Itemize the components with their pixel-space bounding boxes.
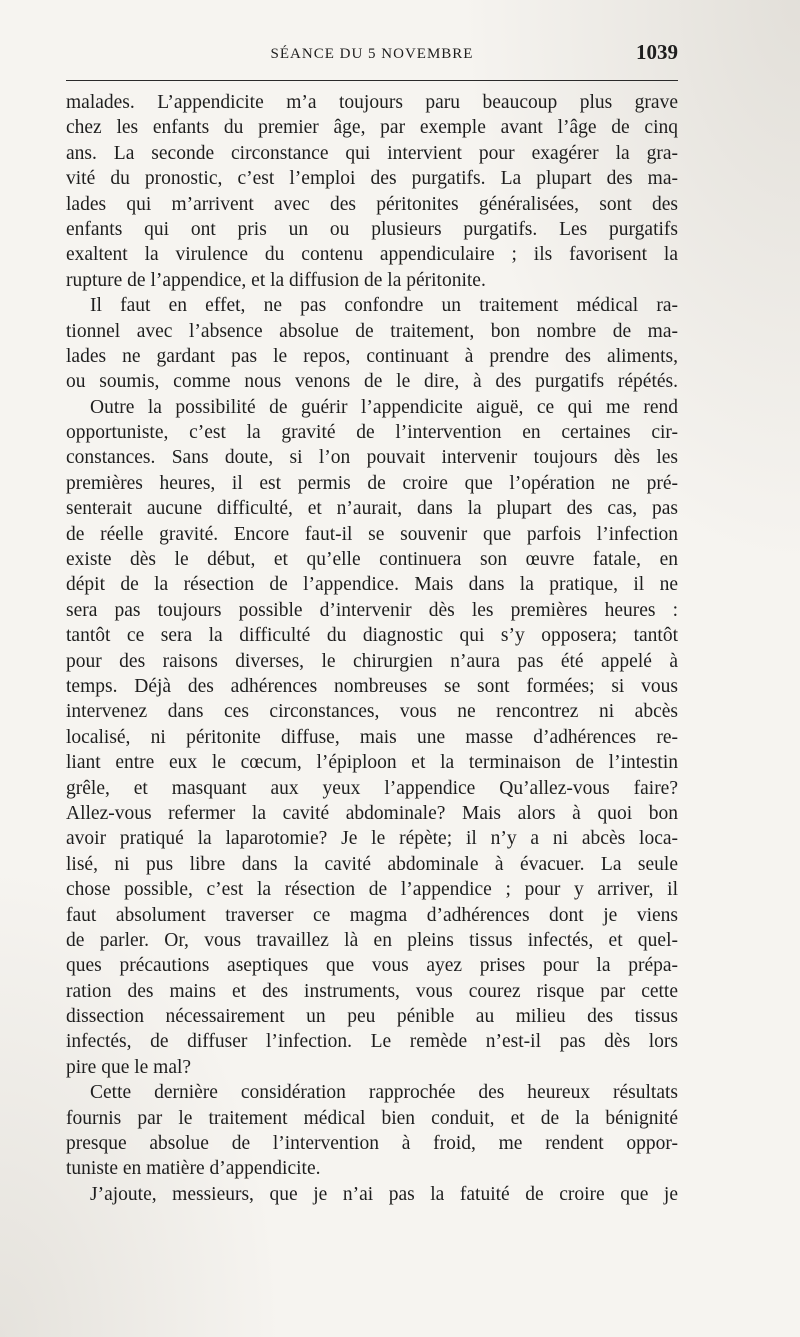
text-line: temps. Déjà des adhérences nombreuses se sont formées; si vous [66, 675, 678, 697]
text-line: tionnel avec l’absence absolue de traitement, bon nombre de ma- [66, 320, 678, 342]
text-line: opportuniste, c’est la gravité de l’intervention en certaines cir- [66, 422, 678, 444]
text-line: Allez-vous refermer la cavité abdominale? Mais alors à quoi bon [66, 802, 678, 824]
header-rule [66, 80, 678, 81]
text-line: Outre la possibilité de guérir l’appendicite aiguë, ce qui me rend [90, 396, 678, 418]
text-line: liant entre eux le cœcum, l’épiploon et la terminaison de l’intestin [66, 752, 678, 774]
text-line: vité du pronostic, c’est l’emploi des purgatifs. La plupart des ma- [66, 168, 678, 190]
running-head: SÉANCE DU 5 NOVEMBRE [270, 46, 474, 62]
text-line: faut absolument traverser ce magma d’adhérences dont je viens [66, 904, 678, 926]
text-line: intervenez dans ces circonstances, vous ne rencontrez ni abcès [66, 701, 678, 723]
text-line: sera pas toujours possible d’intervenir dès les premières heures : [66, 599, 678, 621]
text-line: de réelle gravité. Encore faut-il se souvenir que parfois l’infection [66, 523, 678, 545]
text-line: J’ajoute, messieurs, que je n’ai pas la fatuité de croire que je [90, 1183, 678, 1205]
text-line: pour des raisons diverses, le chirurgien n’aura pas été appelé à [66, 650, 678, 672]
text-line: ques précautions aseptiques que vous ayez prises pour la prépa- [66, 955, 678, 977]
text-line: rupture de l’appendice, et la diffusion de la péritonite. [66, 269, 486, 291]
text-line: lades ne gardant pas le repos, continuant à prendre des aliments, [66, 345, 678, 367]
text-line: pire que le mal? [66, 1056, 192, 1078]
text-line: avoir pratiqué la laparotomie? Je le répète; il n’y a ni abcès loca- [66, 828, 678, 850]
text-line: constances. Sans doute, si l’on pouvait intervenir toujours dès les [66, 447, 678, 469]
page-header [66, 40, 678, 70]
text-line: tantôt ce sera la difficulté du diagnostic qui s’y opposera; tantôt [66, 625, 678, 647]
text-line: lisé, ni pus libre dans la cavité abdominale à évacuer. La seule [66, 853, 678, 875]
text-line: lades qui m’arrivent avec des péritonites généralisées, sont des [66, 193, 678, 215]
text-line: malades. L’appendicite m’a toujours paru beaucoup plus grave [66, 92, 678, 113]
text-line: ou soumis, comme nous venons de le dire, à des purgatifs répétés. [66, 371, 678, 393]
body-text [66, 90, 678, 1207]
text-line: localisé, ni péritonite diffuse, mais une masse d’adhérences re- [66, 726, 678, 748]
text-line: premières heures, il est permis de croire que l’opération ne pré- [66, 472, 678, 494]
text-line: Cette dernière considération rapprochée des heureux résultats [90, 1082, 678, 1104]
text-line: presque absolue de l’intervention à froid, me rendent oppor- [66, 1133, 678, 1155]
text-line: grêle, et masquant aux yeux l’appendice Qu’allez-vous faire? [66, 777, 678, 799]
text-line: dissection nécessairement un peu pénible au milieu des tissus [66, 1006, 678, 1028]
page-number: 1039 [636, 40, 678, 64]
text-line: enfants qui ont pris un ou plusieurs purgatifs. Les purgatifs [66, 218, 678, 240]
text-line: senterait aucune difficulté, et n’aurait, dans la plupart des cas, pas [66, 498, 678, 520]
text-line: Il faut en effet, ne pas confondre un traitement médical ra- [90, 295, 678, 317]
text-line: exaltent la virulence du contenu appendiculaire ; ils favorisent la [66, 244, 678, 266]
text-line: de parler. Or, vous travaillez là en pleins tissus infectés, et quel- [66, 929, 678, 951]
text-line: chez les enfants du premier âge, par exemple avant l’âge de cinq [66, 117, 678, 139]
text-line: existe dès le début, et qu’elle continuera son œuvre fatale, en [66, 549, 678, 571]
text-line: infectés, de diffuser l’infection. Le remède n’est-il pas dès lors [66, 1031, 678, 1053]
text-line: ration des mains et des instruments, vous courez risque par cette [66, 980, 678, 1002]
text-line: fournis par le traitement médical bien conduit, et de la bénignité [66, 1107, 678, 1129]
text-line: ans. La seconde circonstance qui intervient pour exagérer la gra- [66, 142, 678, 164]
text-line: dépit de la résection de l’appendice. Mais dans la pratique, il ne [66, 574, 678, 596]
text-line: tuniste en matière d’appendicite. [66, 1158, 321, 1180]
text-line: chose possible, c’est la résection de l’appendice ; pour y arriver, il [66, 879, 678, 901]
